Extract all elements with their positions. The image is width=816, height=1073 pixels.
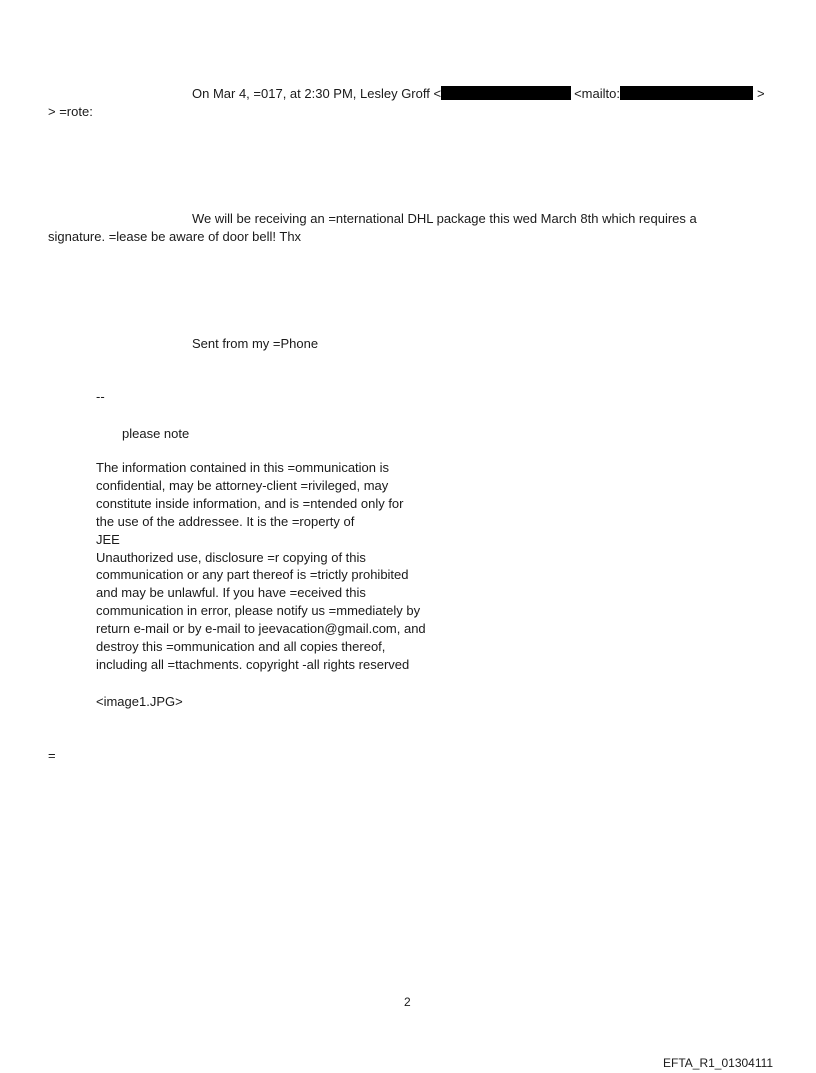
notice-line: the use of the addressee. It is the =roperty of [96,513,355,529]
notice-line: and may be unlawful. If you have =eceived this [96,585,366,601]
message-line-2: signature. =lease be aware of door bell! Thx [48,229,302,244]
confidentiality-notice [96,459,456,674]
notice-line: including all =ttachments. copyright -all rights reserved [96,656,410,672]
redaction-box [441,86,571,100]
notice-line: return e-mail or by e-mail to jeevacation@gmail.com, and [96,621,426,637]
header-line-1-text: On Mar 4, =017, at 2:30 PM, Lesley Groff < [192,86,442,101]
notice-line: destroy this =ommunication and all copies thereof, [96,639,386,655]
mailto-label: <mailto: [574,86,620,101]
header-line-1 [192,85,765,103]
notice-line: JEE [96,531,120,547]
page-number: 2 [404,995,411,1009]
notice-line: confidential, may be attorney-client =rivileged, may [96,477,389,493]
sent-from-line: Sent from my =Phone [192,336,319,351]
notice-line: communication or any part thereof is =trictly prohibited [96,567,409,583]
message-line-1: We will be receiving an =nternational DHL package this wed March 8th which requires a [192,211,697,226]
attachment-placeholder: <image1.JPG> [96,694,183,709]
signature-separator: -- [96,389,105,404]
header-close-bracket: > [756,86,765,101]
notice-line: Unauthorized use, disclosure =r copying of this [96,549,366,565]
notice-line: constitute inside information, and is =ntended only for [96,495,404,511]
notice-line: communication in error, please notify us =mmediately by [96,603,421,619]
header-line-2: > =rote: [48,104,93,119]
please-note-heading: please note [122,426,190,441]
trailing-equals: = [48,748,56,763]
redaction-box [620,86,753,100]
document-id: EFTA_R1_01304111 [663,1056,774,1070]
notice-line: The information contained in this =ommunication is [96,460,390,475]
